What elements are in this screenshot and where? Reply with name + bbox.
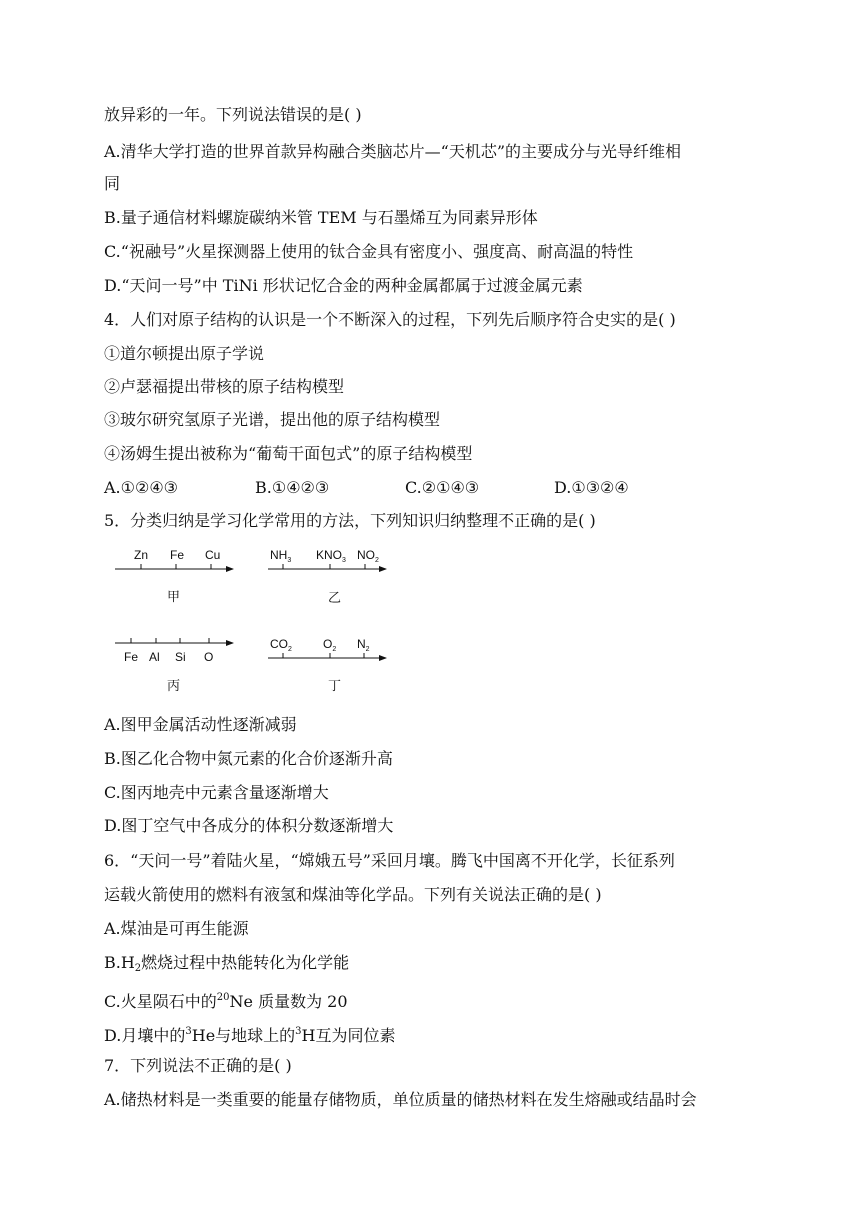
label-fe: Fe [124,650,139,664]
diagram-jia [115,548,233,605]
label-al: Al [149,650,160,664]
q6-stem-line1: 6．“天问一号”着陆火星，“嫦娥五号”采回月壤。腾飞中国离不开化学，长征系列 [104,851,675,870]
label-co2: CO [270,637,288,651]
label-cu: Cu [205,548,221,562]
q5-option-d: D.图丁空气中各成分的体积分数逐渐增大 [104,816,394,835]
q6-option-c: C.火星陨石中的$^{20}$Ne 质量数为 20 [104,992,348,1011]
label-kno3: KNO [316,548,343,562]
q4-item-1: ①道尔顿提出原子学说 [104,344,265,363]
q5-option-b: B.图乙化合物中氮元素的化合价逐渐升高 [104,749,393,768]
q4-option-b: B.①④②③ [255,478,330,497]
caption-ding: 丁 [328,679,342,694]
q3-option-b: B.量子通信材料螺旋碳纳米管 TEM 与石墨烯互为同素异形体 [104,208,538,227]
element-ne: Ne [229,992,253,1011]
element-he: He [191,1026,216,1045]
q3-option-a-cont: 同 [104,174,121,193]
svg-text:N2: $N_2$ [357,637,370,653]
q6-stem-line2: 运载火箭使用的燃料有液氢和煤油等化学品。下列有关说法正确的是( ) [104,885,602,904]
svg-text:NO2: $NO_2$ [357,548,379,564]
q4-stem: 4．人们对原子结构的认识是一个不断深入的过程，下列先后顺序符合史实的是( ) [104,310,676,329]
diagram-bing [115,638,233,694]
q4-option-d: D.①③②④ [554,478,629,497]
element-h: H [301,1026,316,1045]
label-fe: Fe [170,548,185,562]
label-si: Si [175,650,186,664]
label-nh3: NH [270,548,288,562]
label-o: O [204,650,214,664]
svg-text:O2: $O_2$ [323,637,337,653]
q4-item-4: ④汤姆生提出被称为“葡萄干面包式”的原子结构模型 [104,444,473,463]
q4-item-3: ③玻尔研究氢原子光谱，提出他的原子结构模型 [104,410,441,429]
label-no2: NO [357,548,375,562]
q3-option-a: A.清华大学打造的世界首款异构融合类脑芯片—“天机芯”的主要成分与光导纤维相 [104,142,682,161]
caption-bing: 丙 [167,679,181,694]
q4-option-c: C.②①④③ [405,478,480,497]
q5-option-c: C.图丙地壳中元素含量逐渐增大 [104,783,329,802]
q5-diagram [100,540,400,700]
diagram-yi [268,548,386,606]
q3-option-c: C.“祝融号”火星探测器上使用的钛合金具有密度小、强度高、耐高温的特性 [104,242,634,261]
caption-jia: 甲 [167,590,181,605]
q4-option-a: A.①②④③ [104,478,179,497]
q7-option-a: A.储热材料是一类重要的能量存储物质，单位质量的储热材料在发生熔融或结晶时会 [104,1090,697,1109]
q3-option-d: D.“天问一号”中 TiNi 形状记忆合金的两种金属都属于过渡金属元素 [104,276,583,295]
svg-text:KNO3: $KNO_3$ [316,548,346,564]
text-line: 放异彩的一年。下列说法错误的是( ) [104,105,362,124]
label-zn: Zn [134,548,149,562]
q5-stem: 5．分类归纳是学习化学常用的方法，下列知识归纳整理不正确的是( ) [104,511,596,530]
q6-option-d: D.月壤中的$^3$He与地球上的$^3$H互为同位素 [104,1026,396,1045]
label-o2: O [323,637,333,651]
q7-stem: 7．下列说法不正确的是( ) [104,1056,292,1075]
q4-item-2: ②卢瑟福提出带核的原子结构模型 [104,377,345,396]
q5-option-a: A.图甲金属活动性逐渐减弱 [104,715,297,734]
svg-text:CO2: $CO_2$ [270,637,292,653]
formula-h2: H [120,953,135,972]
q6-option-b: $B.H_2$燃烧过程中热能转化为化学能 [104,953,350,974]
label-n2: N [357,637,366,651]
q6-option-a: A.煤油是可再生能源 [104,919,249,938]
svg-text:NH3: $NH_3$ [270,548,292,564]
diagram-ding [268,637,386,694]
caption-yi: 乙 [328,591,342,606]
